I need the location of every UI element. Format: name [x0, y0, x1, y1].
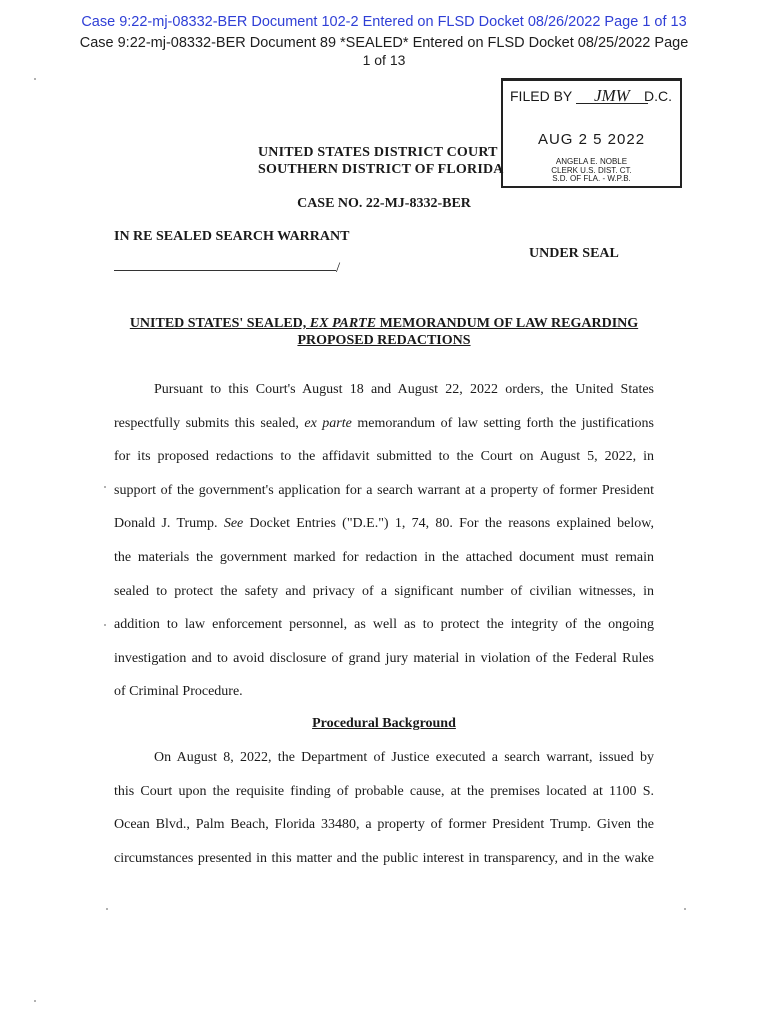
- body-line: Ocean Blvd., Palm Beach, Florida 33480, a property of former President Trump. Given the: [114, 817, 654, 833]
- clerk-filing-stamp: [501, 78, 682, 188]
- dc-label: D.C.: [644, 88, 672, 104]
- body-line: respectfully submits this sealed, ex parte memorandum of law setting forth the justifications: [114, 415, 654, 431]
- sealed-docket-page: 1 of 13: [362, 52, 406, 68]
- body-line: of Criminal Procedure.: [114, 684, 243, 700]
- filed-docket-header: Case 9:22-mj-08332-BER Document 102-2 Entered on FLSD Docket 08/26/2022 Page 1 of 13: [81, 14, 687, 30]
- body-line: the materials the government marked for redaction in the attached document must remain: [114, 549, 654, 565]
- clerk-title: CLERK U.S. DIST. CT.: [551, 165, 632, 175]
- caption-rule: [114, 270, 336, 271]
- case-caption: IN RE SEALED SEARCH WARRANT: [114, 229, 350, 244]
- title-line1: UNITED STATES' SEALED, EX PARTE MEMORANDUM OF LAW REGARDING: [129, 316, 639, 331]
- clerk-initials-signature: JMW: [576, 89, 648, 104]
- body-line: On August 8, 2022, the Department of Justice executed a search warrant, issued by: [154, 750, 654, 765]
- court-name-line2: SOUTHERN DISTRICT OF FLORIDA: [258, 162, 504, 177]
- body-line: addition to law enforcement personnel, as well as to protect the integrity of the ongoing: [114, 617, 654, 633]
- scan-speck: [106, 908, 108, 910]
- filed-by-line: [510, 88, 674, 104]
- stamp-date: AUG 2 5 2022: [537, 131, 646, 148]
- background-paragraph: [114, 741, 654, 875]
- body-line: for its proposed redactions to the affidavit submitted to the Court on August 5, 2022, in: [114, 449, 654, 465]
- body-line: investigation and to avoid disclosure of grand jury material in violation of the Federal Rules: [114, 650, 654, 666]
- body-line: Pursuant to this Court's August 18 and August 22, 2022 orders, the United States: [154, 382, 654, 397]
- court-name-line1: UNITED STATES DISTRICT COURT: [258, 145, 498, 160]
- body-line: circumstances presented in this matter and the public interest in transparency, and in the wake: [114, 850, 654, 866]
- title-line2: PROPOSED REDACTIONS: [297, 333, 471, 348]
- filed-by-label: FILED BY: [510, 88, 572, 104]
- clerk-name: ANGELA E. NOBLE: [555, 157, 628, 166]
- clerk-district: S.D. OF FLA. - W.P.B.: [552, 174, 631, 183]
- body-line: support of the government's application for a search warrant at a property of former President: [114, 482, 654, 498]
- scan-speck: [104, 624, 106, 626]
- body-line: sealed to protect the safety and privacy of a significant number of civilian witnesses, in: [114, 583, 654, 599]
- intro-paragraph: [114, 373, 654, 709]
- sealed-docket-header: Case 9:22-mj-08332-BER Document 89 *SEALED* Entered on FLSD Docket 08/25/2022 Page: [79, 35, 689, 51]
- document-title: [90, 315, 678, 349]
- case-number: CASE NO. 22-MJ-8332-BER: [297, 196, 471, 211]
- caption-slash: /: [336, 260, 341, 276]
- body-line: this Court upon the requisite finding of probable cause, at the premises located at 1100 S.: [114, 783, 654, 799]
- scan-speck: [684, 908, 686, 910]
- body-line: Donald J. Trump. See Docket Entries ("D.E.") 1, 74, 80. For the reasons explained below,: [114, 516, 654, 532]
- scan-speck: [34, 78, 36, 80]
- section-heading: Procedural Background: [312, 716, 456, 731]
- scan-speck: [104, 486, 106, 488]
- under-seal-label: UNDER SEAL: [529, 246, 619, 261]
- clerk-block: [503, 158, 680, 184]
- scan-speck: [34, 1000, 36, 1002]
